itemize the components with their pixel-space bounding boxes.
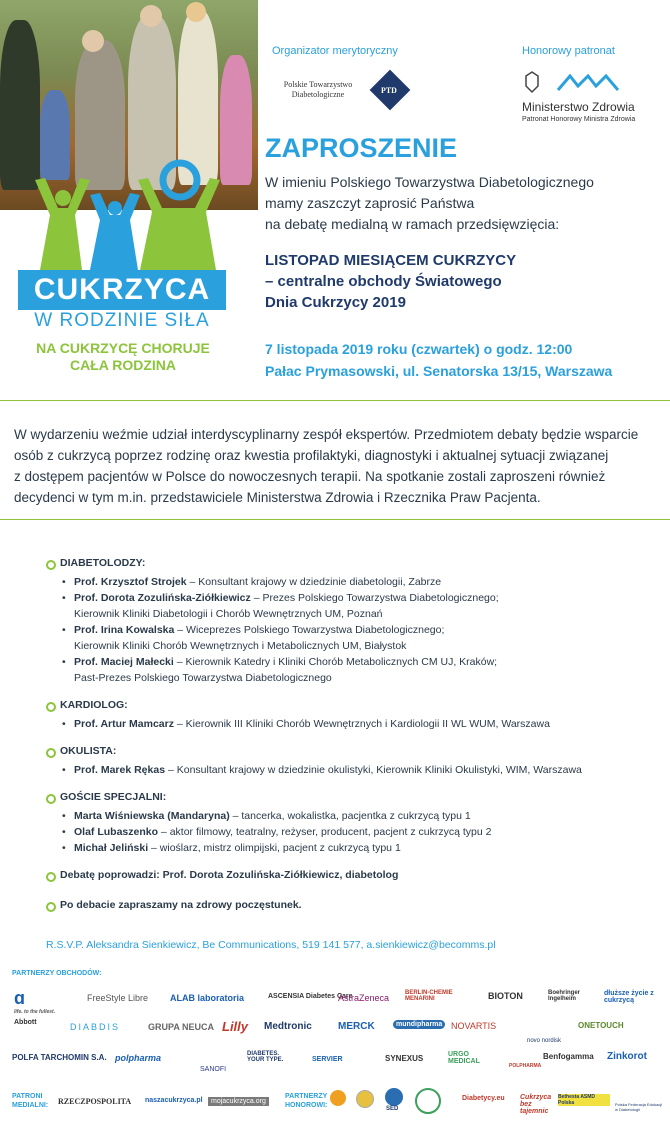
media-logo-mojacukrzyca[interactable]: mojacukrzyca.org	[208, 1097, 269, 1106]
honorary-logo-badge-1[interactable]	[330, 1090, 346, 1106]
partner-logo-zinkorot[interactable]: Zinkorot	[607, 1051, 647, 1062]
partner-logo-novartis[interactable]: NOVARTIS	[451, 1021, 497, 1031]
partner-logo-ascensia[interactable]: ASCENSIA Diabetes Care	[268, 993, 353, 1000]
partner-logo-alab[interactable]: ALAB laboratoria	[170, 993, 245, 1003]
event-name	[265, 250, 655, 313]
speaker-name: Prof. Dorota Zozulińska-Ziółkiewicz	[74, 592, 251, 604]
brand-title: CUKRZYCA	[18, 270, 226, 310]
partner-logo-boehringer[interactable]: Boehringer Ingelheim	[548, 990, 581, 1002]
partner-logo-benfogamma[interactable]: Benfogamma	[543, 1052, 594, 1061]
list-item	[46, 622, 646, 654]
speaker-desc: – wioślarz, mistrz olimpijski, pacjent z cukrzycą typu 1	[148, 842, 401, 854]
speaker-name: Olaf Lubaszenko	[74, 826, 159, 838]
heading-line: PARTNERZY	[285, 1093, 328, 1100]
list-item	[46, 824, 646, 840]
partner-logo-dluzsze[interactable]: dłuższe życie z cukrzycą	[604, 990, 654, 1004]
speaker-desc: – Kierownik Katedry i Kliniki Chorób Metabolicznych CM UJ, Kraków;	[173, 656, 498, 668]
speakers-list	[46, 557, 646, 916]
partner-logo-synexus[interactable]: SYNEXUS	[385, 1054, 424, 1063]
brand-tagline	[12, 340, 234, 374]
speaker-desc: – Konsultant krajowy w dziedzinie diabetologii, Zabrze	[186, 576, 442, 588]
partner-logo-diabetes-your-type[interactable]: DIABETES. YOUR TYPE.	[247, 1051, 284, 1063]
list-item	[46, 716, 646, 732]
divider	[0, 519, 670, 520]
speaker-name: Prof. Marek Rękas	[74, 764, 166, 776]
invitation-intro	[265, 172, 655, 235]
speaker-name: Prof. Artur Mamcarz	[74, 718, 174, 730]
partner-logo-diabdis[interactable]: DIABDIS	[70, 1022, 121, 1032]
partners-heading: PARTNERZY OBCHODÓW:	[12, 970, 102, 977]
hero-section	[0, 0, 258, 395]
event-date: 7 listopada 2019 roku (czwartek) o godz. 12:00	[265, 341, 573, 357]
event-line: Dnia Cukrzycy 2019	[265, 294, 406, 311]
partner-logo-astrazeneca[interactable]: AstraZeneca	[338, 993, 390, 1003]
organizer-label: Organizator merytoryczny	[272, 45, 398, 57]
speaker-desc: Kierownik Kliniki Chorób Wewnętrznych i Metabolicznych UM, Białystok	[74, 640, 407, 652]
speaker-desc: Kierownik Kliniki Diabetologii i Chorób Wewnętrznych UM, Poznań	[74, 608, 383, 620]
list-item	[46, 840, 646, 856]
speaker-desc: Past-Prezes Polskiego Towarzystwa Diabetologicznego	[74, 672, 332, 684]
partner-logo-lilly[interactable]: Lilly	[222, 1019, 249, 1034]
partner-logo-medtronic[interactable]: Medtronic	[264, 1021, 312, 1032]
list-item	[46, 574, 646, 590]
family-figures-graphic	[20, 120, 230, 270]
ptd-emblem	[370, 70, 411, 111]
ministry-subtitle: Patronat Honorowy Ministra Zdrowia	[522, 116, 636, 123]
partner-logo-abbott[interactable]: Abbott	[14, 1019, 37, 1026]
media-logo-rzeczpospolita[interactable]: RZECZPOSPOLITA	[58, 1097, 132, 1106]
ptd-abbr: PTD	[381, 86, 397, 96]
speaker-name: Prof. Maciej Małecki	[74, 656, 174, 668]
speaker-name: Prof. Irina Kowalska	[74, 624, 175, 636]
description-paragraph	[14, 424, 656, 508]
partner-logo-urgo[interactable]: URGO MEDICAL	[448, 1051, 480, 1065]
partner-logo-novo-nordisk[interactable]: novo nordisk	[527, 1038, 562, 1044]
partner-logo-mundipharma[interactable]: mundipharma	[393, 1020, 445, 1029]
honorary-logo-badge-2[interactable]	[356, 1090, 374, 1108]
paragraph-line: osób z cukrzycą poprzez rodzinę oraz kwestia profilaktyki, diagnostyki i aktualnej sytuacji związanej	[14, 448, 609, 463]
section-cardiologist: KARDIOLOG:	[46, 699, 646, 712]
speaker-desc: – Prezes Polskiego Towarzystwa Diabetologicznego;	[250, 592, 499, 604]
speaker-desc: – Wiceprezes Polskiego Towarzystwa Diabetologicznego;	[174, 624, 445, 636]
ministry-name: Ministerstwo Zdrowia	[522, 100, 635, 114]
speaker-name: Marta Wiśniewska (Mandaryna)	[74, 810, 230, 822]
tagline-line: CAŁA RODZINA	[69, 357, 177, 373]
partner-logo-polpharma-red[interactable]: POLPHARMA	[509, 1063, 542, 1069]
event-details	[265, 338, 665, 382]
partner-logo-neuca[interactable]: GRUPA NEUCA	[148, 1022, 215, 1032]
partner-logo-merck[interactable]: MERCK	[338, 1021, 375, 1032]
intro-line: mamy zaszczyt zaprosić Państwa	[265, 195, 475, 211]
paragraph-line: W wydarzeniu weźmie udział interdyscyplinarny zespół ekspertów. Przedmiotem debaty będzie wsparcie	[14, 427, 639, 442]
partner-logo-onetouch[interactable]: ONETOUCH	[578, 1021, 624, 1030]
abbott-logo-mark[interactable]: ɑ	[14, 988, 25, 1008]
ptd-name-line: Polskie Towarzystwo	[283, 80, 353, 89]
ptd-logo[interactable]	[268, 70, 418, 110]
list-item	[46, 590, 646, 622]
speaker-desc: – tancerka, wokalistka, pacjentka z cukrzycą typu 1	[229, 810, 471, 822]
intro-line: na debatę medialną w ramach przedsięwzięcia:	[265, 216, 560, 232]
abbott-tagline: life. to the fullest.	[14, 1009, 56, 1015]
ptd-name-line: Diabetologiczne	[291, 90, 345, 99]
brand-subtitle: W RODZINIE SIŁA	[34, 310, 210, 331]
speaker-desc: – Kierownik III Kliniki Chorób Wewnętrznych i Kardiologii II WL WUM, Warszawa	[173, 718, 550, 730]
closing-note: Po debacie zapraszamy na zdrowy poczęstunek.	[46, 899, 646, 912]
paragraph-line: decydenci w tym m.in. przedstawiciele Ministerstwa Zdrowia i Rzecznika Praw Pacjenta.	[14, 490, 541, 505]
honorary-logo-bethesta[interactable]: Bethesta ASMD Polska	[558, 1094, 610, 1106]
partner-logo-polpharma[interactable]: polpharma	[115, 1053, 162, 1063]
invitation-title: ZAPROSZENIE	[265, 133, 458, 163]
divider	[0, 400, 670, 401]
event-line: LISTOPAD MIESIĄCEM CUKRZYCY	[265, 252, 517, 269]
partner-logo-freestyle[interactable]: FreeStyle Libre	[87, 993, 149, 1003]
honorary-partners-heading	[285, 1092, 327, 1110]
media-logo-naszacukrzyca[interactable]: naszacukrzyca.pl	[145, 1097, 203, 1104]
honorary-logo-pfed[interactable]: Polska Federacja Edukacji w Diabetologii	[615, 1102, 663, 1112]
partner-logo-sanofi[interactable]: SANOFI	[200, 1066, 227, 1073]
partner-logo-polfa[interactable]: POLFA TARCHOMIN S.A.	[12, 1053, 107, 1062]
event-place: Pałac Prymasowski, ul. Senatorska 13/15, Warszawa	[265, 363, 613, 379]
honorary-logo-diabetycy[interactable]: Diabetycy.eu	[462, 1095, 505, 1102]
patron-label: Honorowy patronat	[522, 45, 615, 57]
partner-logo-berlin-chemie[interactable]: BERLIN-CHEMIE MENARINI	[405, 990, 453, 1002]
tagline-line: NA CUKRZYCĘ CHORUJE	[36, 340, 210, 356]
heading-line: HONOROWI:	[285, 1102, 328, 1109]
partner-logo-servier[interactable]: SERVIER	[312, 1056, 343, 1063]
speaker-desc: – Konsultant krajowy w dziedzinie okulistyki, Kierownik Kliniki Okulistyki, WIM, Warszawa	[165, 764, 582, 776]
heading-line: PATRONI	[12, 1093, 43, 1100]
list-item	[46, 808, 646, 824]
rsvp-contact[interactable]: R.S.V.P. Aleksandra Sienkiewicz, Be Communications, 519 141 577, a.sienkiewicz@becomms.pl	[46, 939, 496, 951]
ministry-emblem	[522, 70, 662, 100]
honorary-logo-cukrzyca-bez-tajemnic[interactable]: Cukrzyca bez tajemnic	[520, 1094, 552, 1115]
event-line: – centralne obchody Światowego	[265, 273, 502, 290]
speaker-desc: – aktor filmowy, teatralny, reżyser, producent, pacjent z cukrzycą typu 2	[158, 826, 492, 838]
heading-line: MEDIALNI:	[12, 1102, 49, 1109]
section-diabetologists: DIABETOLODZY:	[46, 557, 646, 570]
intro-line: W imieniu Polskiego Towarzystwa Diabetologicznego	[265, 174, 594, 190]
honorary-logo-badge-3[interactable]	[415, 1088, 441, 1114]
speaker-name: Prof. Krzysztof Strojek	[74, 576, 187, 588]
ptd-name	[268, 80, 368, 100]
list-item	[46, 762, 646, 778]
section-ophthalmologist: OKULISTA:	[46, 745, 646, 758]
moderator-note: Debatę poprowadzi: Prof. Dorota Zozulińska-Ziółkiewicz, diabetolog	[46, 869, 646, 882]
speaker-name: Michał Jeliński	[74, 842, 149, 854]
ministry-logo[interactable]	[522, 70, 662, 130]
paragraph-line: z dostępem pacjentów w Polsce do nowoczesnych terapii. Na spotkanie zostali zaproszeni również	[14, 469, 606, 484]
media-patrons-heading	[12, 1092, 48, 1110]
honorary-logo-sed-mark[interactable]	[385, 1088, 403, 1106]
honorary-logo-sed[interactable]: SED	[386, 1106, 399, 1112]
list-item	[46, 654, 646, 686]
section-special-guests: GOŚCIE SPECJALNI:	[46, 791, 646, 804]
partner-logo-bioton[interactable]: BIOTON	[488, 991, 523, 1001]
